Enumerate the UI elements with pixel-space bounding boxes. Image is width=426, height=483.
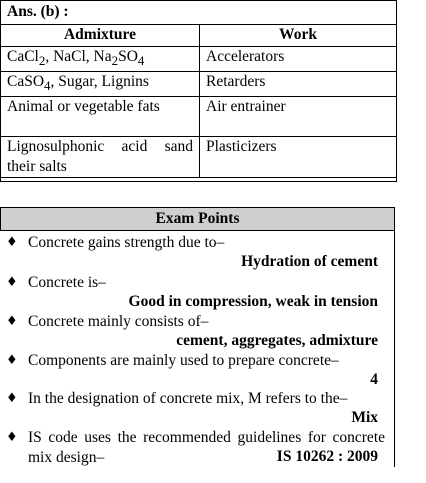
point-answer: Good in compression, weak in tension (128, 293, 378, 310)
point-answer: IS 10262 : 2009 (276, 448, 378, 465)
work-cell: Air entrainer (200, 97, 397, 137)
point-question: Components are mainly used to prepare concrete– (28, 352, 339, 369)
exam-point (0, 428, 392, 468)
table-row (1, 97, 396, 137)
diamond-bullet-icon: ♦ (6, 353, 18, 368)
admixture-formula: CaCl$_2$, NaCl, $Na_2SO_4$ (7, 48, 145, 69)
admixture-cell (1, 47, 200, 72)
diamond-bullet-icon: ♦ (6, 314, 18, 329)
table-row (1, 47, 396, 72)
header-work: Work (200, 25, 397, 47)
table-row (1, 137, 396, 178)
admixture-table (1, 25, 396, 178)
answer-box (0, 0, 397, 182)
diamond-bullet-icon: ♦ (6, 235, 18, 250)
diamond-bullet-icon: ♦ (6, 430, 18, 445)
exam-point (0, 351, 392, 391)
point-question: Concrete is– (28, 274, 106, 291)
header-admixture: Admixture (1, 25, 200, 47)
point-question: Concrete mainly consists of– (28, 313, 209, 330)
box-border (394, 231, 395, 467)
work-cell: Plasticizers (200, 137, 397, 178)
work-cell: Retarders (200, 72, 397, 97)
point-answer: Mix (351, 409, 378, 426)
table-header-row (1, 25, 396, 47)
exam-points-title: Exam Points (0, 207, 395, 231)
answer-label: Ans. (b) : (1, 1, 396, 25)
exam-point (0, 273, 392, 313)
point-question: Concrete gains strength due to– (28, 234, 225, 251)
point-answer: 4 (370, 371, 378, 388)
diamond-bullet-icon: ♦ (6, 391, 18, 406)
exam-points-box (0, 207, 395, 466)
exam-point (0, 233, 392, 273)
point-question: IS code uses the recommended guidelines for concrete mix design– (28, 429, 385, 466)
work-cell: Accelerators (200, 47, 397, 72)
point-answer: Hydration of cement (241, 253, 378, 270)
table-row (1, 72, 396, 97)
exam-point (0, 389, 392, 429)
admixture-cell: Animal or vegetable fats (1, 97, 200, 137)
point-question: In the designation of concrete mix, M refers to the– (28, 390, 348, 407)
exam-point (0, 312, 392, 352)
admixture-formula: CaSO$_4$, Sugar, Lignins (7, 73, 149, 94)
diamond-bullet-icon: ♦ (6, 275, 18, 290)
admixture-cell (1, 72, 200, 97)
admixture-cell: Lignosulphonic acid sand their salts (1, 137, 200, 178)
point-answer: cement, aggregates, admixture (176, 332, 378, 349)
